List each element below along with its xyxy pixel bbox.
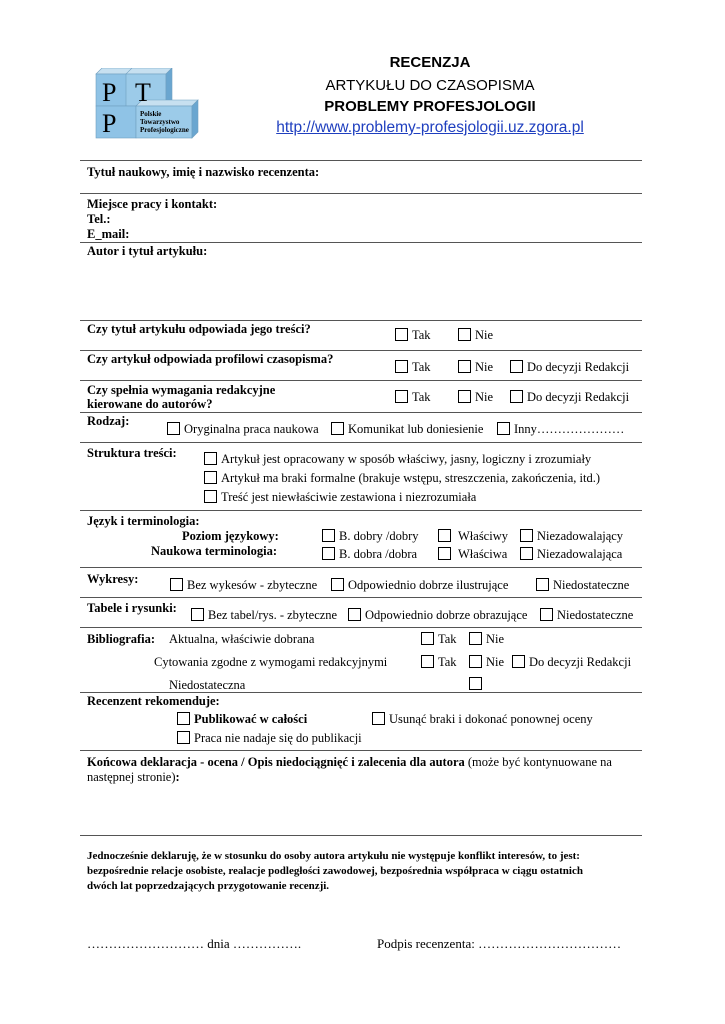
option-label: Tak — [438, 632, 457, 646]
checkbox[interactable] — [191, 608, 204, 621]
wykresy-none-option[interactable] — [170, 578, 317, 593]
divider — [80, 242, 642, 243]
option-label: Niezadowalający — [537, 529, 624, 543]
divider — [80, 412, 642, 413]
struktura-formal-gaps-option[interactable] — [204, 471, 600, 486]
checkbox[interactable] — [497, 422, 510, 435]
wykresy-good-option[interactable] — [331, 578, 508, 593]
signature-field: Podpis recenzenta: …………………………… — [377, 936, 622, 951]
rekomendacja-label: Recenzent rekomenduje: — [87, 694, 220, 708]
poziom-label: Poziom językowy: — [182, 529, 279, 543]
bibliografia-item-current: Aktualna, właściwie dobrana — [169, 632, 315, 646]
doc-subtitle: ARTYKUŁU DO CZASOPISMA — [325, 77, 535, 94]
option-label: Bez wykesów - zbyteczne — [187, 578, 318, 592]
date-field: ……………………… dnia ……………. — [87, 936, 302, 951]
checkbox[interactable] — [395, 390, 408, 403]
bib3-option[interactable] — [469, 677, 486, 692]
tabele-none-option[interactable] — [191, 608, 337, 623]
final-declaration-line2-text: następnej stronie) — [87, 770, 176, 784]
option-label: Tak — [412, 328, 431, 342]
bib1-nie-option[interactable] — [469, 632, 504, 647]
bib1-tak-option[interactable] — [421, 632, 457, 647]
checkbox[interactable] — [520, 529, 533, 542]
divider — [80, 750, 642, 751]
naukowa-wlasciwa-option[interactable] — [438, 547, 507, 562]
naukowa-niezadowalajaca-option[interactable] — [520, 547, 622, 562]
jezyk-label: Język i terminologia: — [87, 514, 200, 528]
conflict-statement-line1: Jednocześnie deklaruję, że w stosunku do osoby autora artykułu nie występuje konflikt interesów, to jest: — [87, 850, 580, 862]
poziom-wlasciwy-option[interactable] — [438, 529, 508, 544]
workplace-label: Miejsce pracy i kontakt: — [87, 197, 218, 211]
option-label: B. dobry /dobry — [339, 529, 419, 543]
journal-url-link[interactable]: http://www.problemy-profesjologii.uz.zgora.pl — [276, 119, 584, 136]
divider — [80, 692, 642, 693]
divider — [80, 510, 642, 511]
option-label: Bez tabel/rys. - zbyteczne — [208, 608, 338, 622]
tel-label: Tel.: — [87, 212, 111, 226]
rodzaj-label: Rodzaj: — [87, 414, 130, 428]
checkbox[interactable] — [510, 360, 523, 373]
checkbox[interactable] — [177, 712, 190, 725]
rodzaj-other-option[interactable] — [497, 422, 624, 437]
doc-title: RECENZJA — [389, 54, 471, 71]
final-declaration-line2 — [87, 770, 180, 785]
poziom-bdobry-option[interactable] — [322, 529, 419, 544]
question-title-match: Czy tytuł artykułu odpowiada jego treści? — [87, 322, 311, 336]
journal-name: PROBLEMY PROFESJOLOGII — [324, 98, 536, 115]
option-label: Nie — [486, 632, 505, 646]
option-label: Treść jest niewłaściwie zestawiona i niezrozumiała — [221, 490, 477, 504]
checkbox[interactable] — [469, 632, 482, 645]
checkbox[interactable] — [458, 328, 471, 341]
option-label: Tak — [412, 360, 431, 374]
option-label: Do decyzji Redakcji — [527, 360, 630, 374]
checkbox[interactable] — [510, 390, 523, 403]
divider — [80, 160, 642, 161]
bib2-decision-option[interactable] — [512, 655, 631, 670]
option-label: Odpowiednio dobrze ilustrujące — [348, 578, 509, 592]
option-label: Nie — [486, 655, 505, 669]
checkbox[interactable] — [204, 452, 217, 465]
option-label: Właściwa — [458, 547, 508, 561]
checkbox[interactable] — [331, 578, 344, 591]
checkbox[interactable] — [458, 390, 471, 403]
checkbox[interactable] — [348, 608, 361, 621]
rodzaj-communication-option[interactable] — [331, 422, 483, 437]
option-label: Do decyzji Redakcji — [529, 655, 632, 669]
logo-letter-p1: P — [102, 78, 117, 107]
bibliografia-item-insufficient: Niedostateczna — [169, 678, 246, 692]
poziom-niezadowalajacy-option[interactable] — [520, 529, 623, 544]
logo-text-line2: Towarzystwo — [140, 118, 180, 126]
checkbox[interactable] — [536, 578, 549, 591]
ptp-logo — [90, 68, 200, 140]
option-label: Tak — [438, 655, 457, 669]
conflict-statement-line2: bezpośrednie relacje osobiste, realacje podległości zawodowej, bezpośrednia współpraca w ciągu ostatnich — [87, 865, 583, 877]
checkbox[interactable] — [204, 471, 217, 484]
checkbox[interactable] — [512, 655, 525, 668]
bib2-tak-option[interactable] — [421, 655, 457, 670]
bibliografia-label: Bibliografia: — [87, 632, 156, 646]
q2-tak-option[interactable] — [395, 360, 431, 375]
option-label: Komunikat lub doniesienie — [348, 422, 484, 436]
reviewer-title-label: Tytuł naukowy, imię i nazwisko recenzenta: — [87, 165, 320, 179]
option-label: Praca nie nadaje się do publikacji — [194, 731, 362, 745]
option-label: Artykuł jest opracowany w sposób właściwy, jasny, logiczny i zrozumiały — [221, 452, 592, 466]
checkbox[interactable] — [469, 677, 482, 690]
wykresy-insufficient-option[interactable] — [536, 578, 629, 593]
final-declaration-normal: (może być kontynuowane na — [464, 755, 612, 769]
checkbox[interactable] — [177, 731, 190, 744]
checkbox[interactable] — [372, 712, 385, 725]
recommend-reject-option[interactable] — [177, 731, 362, 746]
q2-nie-option[interactable] — [458, 360, 493, 375]
option-label: Niedostateczne — [553, 578, 630, 592]
checkbox[interactable] — [170, 578, 183, 591]
question-editorial-req-line1: Czy spełnia wymagania redakcyjne — [87, 383, 276, 397]
checkbox[interactable] — [438, 529, 451, 542]
option-label: Oryginalna praca naukowa — [184, 422, 319, 436]
q1-tak-option[interactable] — [395, 328, 431, 343]
logo-text — [140, 110, 189, 134]
tabele-label: Tabele i rysunki: — [87, 601, 177, 615]
q3-nie-option[interactable] — [458, 390, 493, 405]
logo-letter-p2: P — [102, 109, 117, 138]
divider — [80, 835, 642, 836]
checkbox[interactable] — [540, 608, 553, 621]
naukowa-label: Naukowa terminologia: — [151, 544, 278, 558]
checkbox[interactable] — [520, 547, 533, 560]
option-label: Niezadowalająca — [537, 547, 623, 561]
wykresy-label: Wykresy: — [87, 572, 139, 586]
rodzaj-original-option[interactable] — [167, 422, 319, 437]
option-label: Artykuł ma braki formalne (brakuje wstępu, streszczenia, zakończenia, itd.) — [221, 471, 601, 485]
bibliografia-item-citations: Cytowania zgodne z wymogami redakcyjnymi — [154, 655, 388, 669]
tabele-insufficient-option[interactable] — [540, 608, 633, 623]
divider — [80, 380, 642, 381]
email-label: E_mail: — [87, 227, 130, 241]
option-label: Nie — [475, 328, 494, 342]
option-label: Publikować w całości — [194, 712, 308, 726]
struktura-improper-option[interactable] — [204, 490, 476, 505]
divider — [80, 350, 642, 351]
divider — [80, 567, 642, 568]
option-label: Nie — [475, 390, 494, 404]
naukowa-bdobra-option[interactable] — [322, 547, 417, 562]
conflict-statement-line3: dwóch lat poprzedzających przygotowanie recenzji. — [87, 880, 330, 892]
checkbox[interactable] — [395, 360, 408, 373]
option-label: B. dobra /dobra — [339, 547, 418, 561]
checkbox[interactable] — [167, 422, 180, 435]
q3-tak-option[interactable] — [395, 390, 431, 405]
final-declaration-bold: Końcowa deklaracja - ocena / Opis niedociągnięć i zalecenia dla autora — [87, 755, 465, 769]
divider — [80, 627, 642, 628]
option-label: Do decyzji Redakcji — [527, 390, 630, 404]
checkbox[interactable] — [458, 360, 471, 373]
logo-letter-t: T — [135, 78, 151, 107]
checkbox[interactable] — [331, 422, 344, 435]
checkbox[interactable] — [469, 655, 482, 668]
q2-decision-option[interactable] — [510, 360, 629, 375]
checkbox[interactable] — [204, 490, 217, 503]
logo-text-line3: Profesjologiczne — [140, 126, 189, 134]
final-declaration-colon: : — [175, 770, 180, 784]
struktura-label: Struktura treści: — [87, 446, 177, 460]
bib2-nie-option[interactable] — [469, 655, 504, 670]
recommend-publish-option[interactable] — [177, 712, 307, 727]
question-editorial-req-line2: kierowane do autorów? — [87, 397, 213, 411]
option-label: Niedostateczne — [557, 608, 634, 622]
checkbox[interactable] — [421, 632, 434, 645]
recommend-revise-option[interactable] — [372, 712, 593, 727]
divider — [80, 320, 642, 321]
struktura-proper-option[interactable] — [204, 452, 591, 467]
divider — [80, 442, 642, 443]
q1-nie-option[interactable] — [458, 328, 493, 343]
divider — [80, 193, 642, 194]
checkbox[interactable] — [322, 529, 335, 542]
checkbox[interactable] — [395, 328, 408, 341]
author-label: Autor i tytuł artykułu: — [87, 244, 208, 258]
checkbox[interactable] — [322, 547, 335, 560]
option-label: Usunąć braki i dokonać ponownej oceny — [389, 712, 593, 726]
option-label: Właściwy — [458, 529, 508, 543]
logo-text-line1: Polskie — [140, 110, 162, 118]
q3-decision-option[interactable] — [510, 390, 629, 405]
checkbox[interactable] — [421, 655, 434, 668]
final-declaration — [87, 755, 612, 770]
tabele-good-option[interactable] — [348, 608, 527, 623]
question-profile-match: Czy artykuł odpowiada profilowi czasopisma? — [87, 352, 334, 366]
checkbox[interactable] — [438, 547, 451, 560]
option-label: Tak — [412, 390, 431, 404]
divider — [80, 597, 642, 598]
option-label: Odpowiednio dobrze obrazujące — [365, 608, 528, 622]
option-label: Inny………………… — [514, 422, 625, 436]
option-label: Nie — [475, 360, 494, 374]
